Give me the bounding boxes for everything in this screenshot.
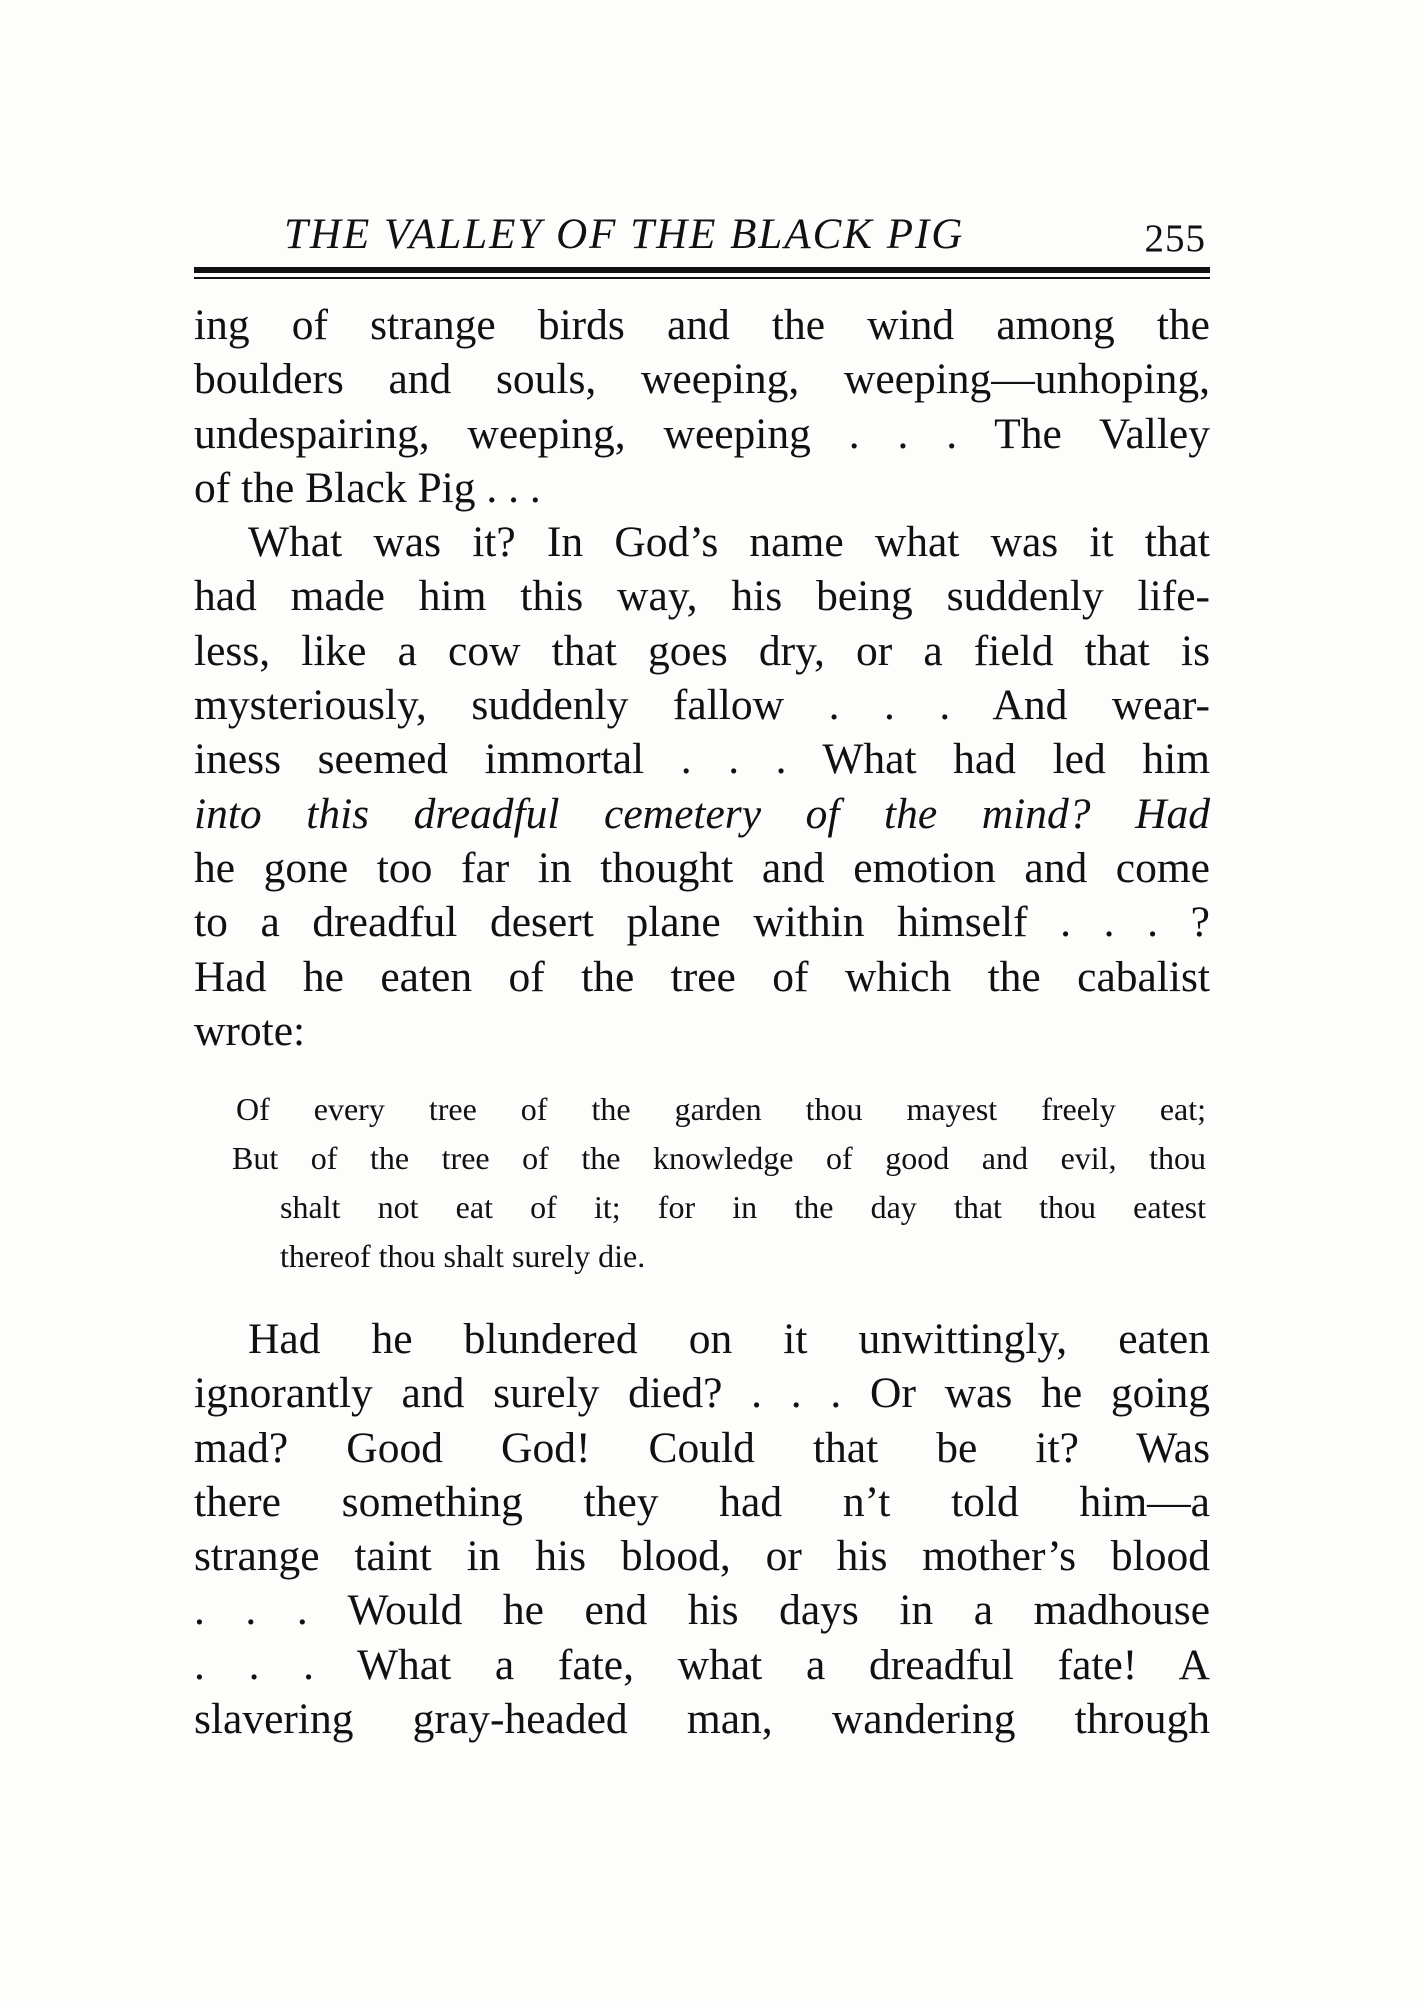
text-line: had made him this way, his being suddenly life- [194, 572, 1210, 621]
header-rule-thin [194, 277, 1210, 279]
running-head-title: THE VALLEY OF THE BLACK PIG [284, 211, 965, 258]
text-line: to a dreadful desert plane within himself . . . ? [194, 898, 1210, 947]
text-line: mad? Good God! Could that be it? Was [194, 1423, 1210, 1472]
text-line: strange taint in his blood, or his mother’s blood [194, 1532, 1210, 1581]
text-line: mysteriously, suddenly fallow . . . And wear- [194, 681, 1210, 730]
text-line: less, like a cow that goes dry, or a field that is [194, 626, 1210, 675]
text-line: . . . What a fate, what a dreadful fate! A [194, 1640, 1210, 1689]
quote-line: shalt not eat of it; for in the day that thou eatest [280, 1189, 1206, 1225]
header-rule-thick [194, 267, 1210, 273]
running-head [194, 205, 1206, 265]
text-line: ignorantly and surely died? . . . Or was he going [194, 1369, 1210, 1418]
quote-line: But of the tree of the knowledge of good and evil, thou [232, 1140, 1206, 1176]
text-line: there something they had n’t told him—a [194, 1477, 1210, 1526]
quote-line: thereof thou shalt surely die. [280, 1238, 646, 1274]
page-number: 255 [1144, 217, 1206, 260]
text-line: wrote: [194, 1006, 306, 1055]
text-line: Had he eaten of the tree of which the cabalist [194, 952, 1210, 1001]
text-line: undespairing, weeping, weeping . . . The Valley [194, 409, 1210, 458]
text-line: Had he blundered on it unwittingly, eaten [248, 1315, 1210, 1363]
text-line: iness seemed immortal . . . What had led him [194, 735, 1210, 784]
text-line: he gone too far in thought and emotion and come [194, 843, 1210, 892]
text-line: of the Black Pig . . . [194, 463, 541, 512]
text-line: ing of strange birds and the wind among the [194, 301, 1210, 349]
text-line: slavering gray-headed man, wandering through [194, 1695, 1210, 1744]
text-line: into this dreadful cemetery of the mind? Had [194, 789, 1210, 838]
quote-line: Of every tree of the garden thou mayest freely eat; [236, 1091, 1206, 1127]
body-text-upper [194, 298, 1210, 1058]
text-line: . . . Would he end his days in a madhouse [194, 1586, 1210, 1635]
text-line: What was it? In God’s name what was it that [248, 518, 1210, 567]
body-text-lower [194, 1312, 1210, 1746]
text-line: boulders and souls, weeping, weeping—unhoping, [194, 355, 1210, 404]
block-quotation [232, 1085, 1206, 1281]
